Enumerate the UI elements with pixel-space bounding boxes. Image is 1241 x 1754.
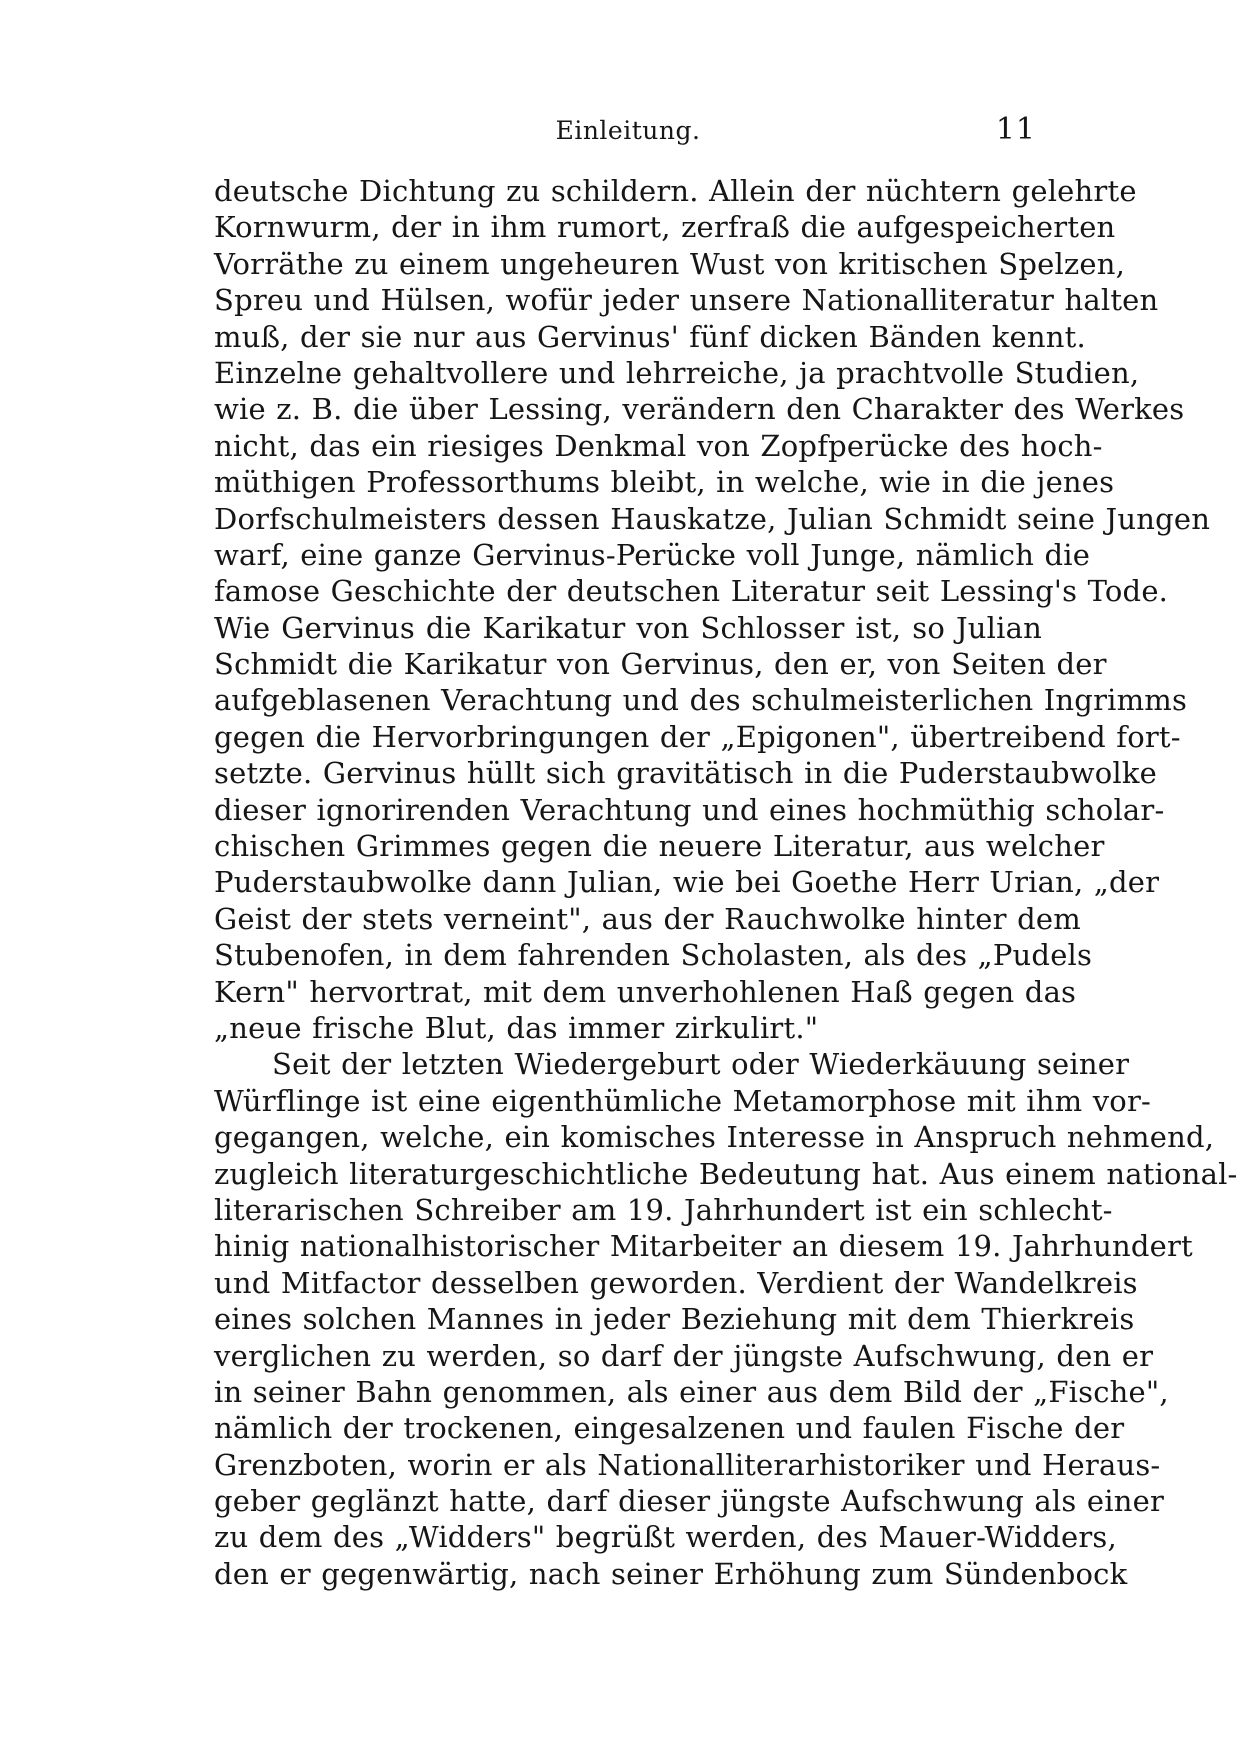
text-line: zugleich literaturgeschichtliche Bedeutung hat. Aus einem national- — [214, 1156, 1238, 1191]
text-line: muß, der sie nur aus Gervinus' fünf dicken Bänden kennt. — [214, 319, 1086, 354]
text-line: und Mitfactor desselben geworden. Verdient der Wandelkreis — [214, 1265, 1138, 1300]
text-line: Wie Gervinus die Karikatur von Schlosser ist, so Julian — [214, 610, 1042, 645]
page-number: 11 — [995, 112, 1036, 147]
text-line: Kern" hervortrat, mit dem unverhohlenen Haß gegen das — [214, 974, 1077, 1009]
text-line: famose Geschichte der deutschen Literatur seit Lessing's Tode. — [214, 574, 1169, 609]
text-line: wie z. B. die über Lessing, verändern den Charakter des Werkes — [214, 392, 1185, 427]
text-line: literarischen Schreiber am 19. Jahrhundert ist ein schlecht- — [214, 1192, 1113, 1227]
text-line: Kornwurm, der in ihm rumort, zerfraß die aufgespeicherten — [214, 210, 1116, 245]
text-line: geber geglänzt hatte, darf dieser jüngste Aufschwung als einer — [214, 1484, 1165, 1519]
text-line: setzte. Gervinus hüllt sich gravitätisch in die Puderstaubwolke — [214, 756, 1157, 791]
text-line: Vorräthe zu einem ungeheuren Wust von kritischen Spelzen, — [214, 246, 1126, 281]
text-line: Einzelne gehaltvollere und lehrreiche, ja prachtvolle Studien, — [214, 355, 1140, 390]
text-line: eines solchen Mannes in jeder Beziehung mit dem Thierkreis — [214, 1302, 1135, 1337]
text-line: deutsche Dichtung zu schildern. Allein der nüchtern gelehrte — [214, 174, 1137, 208]
paragraph-start-line: Seit der letzten Wiedergeburt oder Wiederkäuung seiner — [272, 1047, 1130, 1082]
running-head — [214, 112, 1042, 152]
text-line: Schmidt die Karikatur von Gervinus, den er, von Seiten der — [214, 647, 1107, 682]
text-line: chischen Grimmes gegen die neuere Literatur, aus welcher — [214, 829, 1105, 864]
text-line: dieser ignorirenden Verachtung und eines hochmüthig scholar- — [214, 792, 1165, 827]
text-line: warf, eine ganze Gervinus-Perücke voll Junge, nämlich die — [214, 537, 1091, 572]
text-line: hinig nationalhistorischer Mitarbeiter an diesem 19. Jahrhundert — [214, 1229, 1193, 1264]
text-line: Spreu und Hülsen, wofür jeder unsere Nationalliteratur halten — [214, 283, 1159, 318]
text-line: Dorfschulmeisters dessen Hauskatze, Julian Schmidt seine Jungen — [214, 501, 1211, 536]
text-line: nicht, das ein riesiges Denkmal von Zopfperücke des hoch- — [214, 428, 1103, 463]
text-line: in seiner Bahn genommen, als einer aus dem Bild der „Fische", — [214, 1374, 1169, 1409]
text-line: Stubenofen, in dem fahrenden Scholasten, als des „Pudels — [214, 938, 1093, 973]
text-line: Geist der stets verneint", aus der Rauchwolke hinter dem — [214, 901, 1081, 936]
text-line: nämlich der trockenen, eingesalzenen und faulen Fische der — [214, 1411, 1125, 1446]
text-line: müthigen Professorthums bleibt, in welche, wie in die jenes — [214, 465, 1115, 500]
text-line: verglichen zu werden, so darf der jüngste Aufschwung, den er — [214, 1338, 1154, 1373]
body-text — [214, 173, 1238, 1592]
text-line: gegen die Hervorbringungen der „Epigonen", übertreibend fort- — [214, 719, 1181, 754]
paragraph-end-line: „neue frische Blut, das immer zirkulirt." — [214, 1010, 819, 1045]
text-line: den er gegenwärtig, nach seiner Erhöhung zum Sündenbock — [214, 1556, 1128, 1591]
text-line: Grenzboten, worin er als Nationalliterarhistoriker und Heraus- — [214, 1447, 1161, 1482]
text-line: gegangen, welche, ein komisches Interesse in Anspruch nehmend, — [214, 1120, 1215, 1155]
text-line: aufgeblasenen Verachtung und des schulmeisterlichen Ingrimms — [214, 683, 1188, 718]
text-line: Würflinge ist eine eigenthümliche Metamorphose mit ihm vor- — [214, 1083, 1152, 1118]
running-head-title: Einleitung. — [555, 116, 701, 145]
text-line: Puderstaubwolke dann Julian, wie bei Goethe Herr Urian, „der — [214, 865, 1160, 900]
text-line: zu dem des „Widders" begrüßt werden, des Mauer-Widders, — [214, 1520, 1117, 1555]
